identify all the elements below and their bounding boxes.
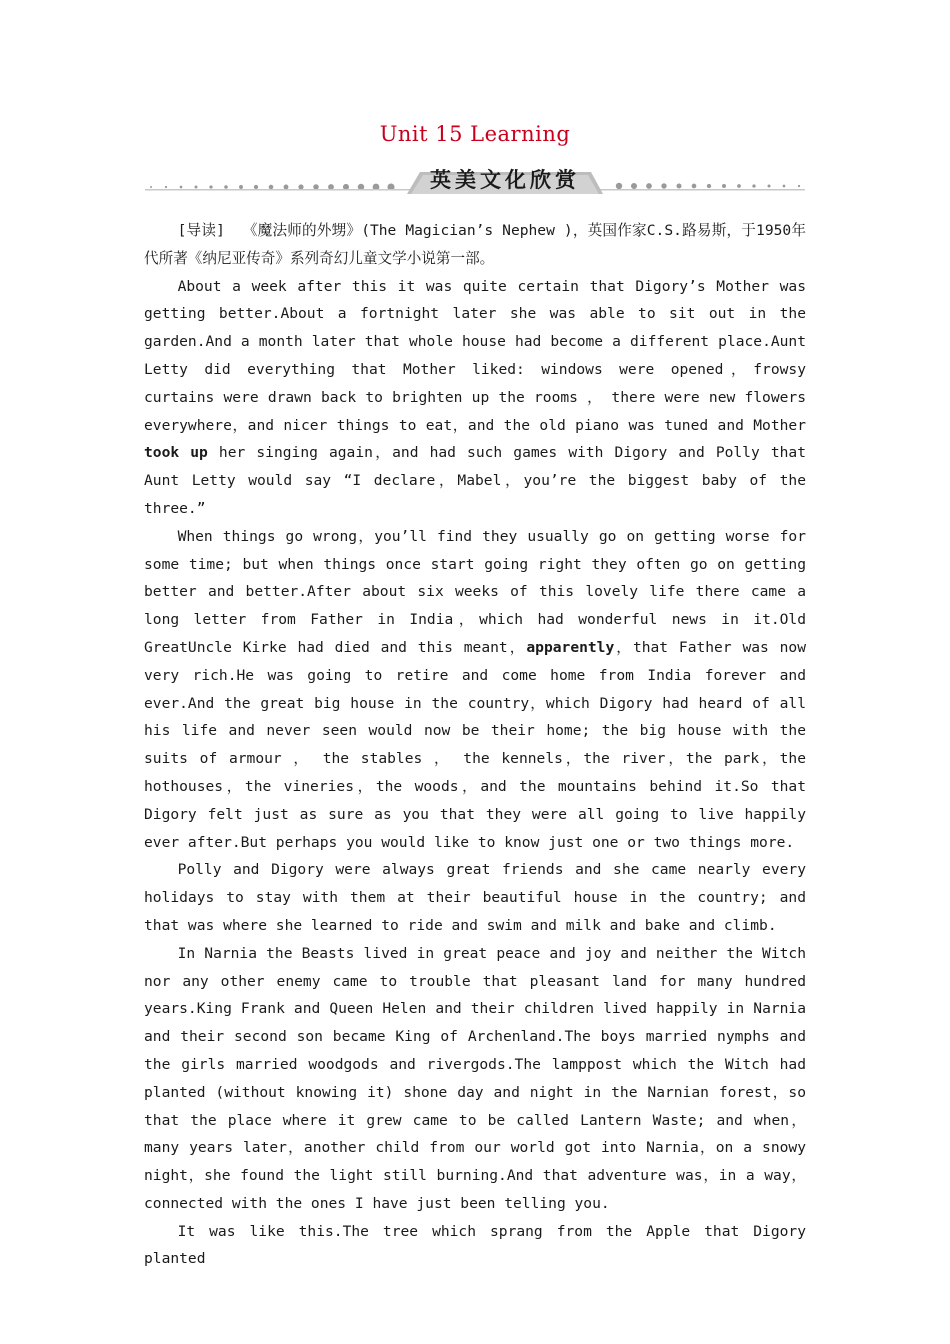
paragraph-text: When things go wrong，you’ll find they usually go on getting worse for some time; but when things once start going right they often go on getting better and better.After about six weeks of this lovely life there came a long letter from Father in India，which had wonderful news in it.Old GreatUncle Kirke had died and this meant， bbox=[144, 527, 806, 656]
banner-dot bbox=[798, 185, 800, 187]
paragraph-text: her singing again，and had such games with Digory and Polly that Aunt Letty would say “I declare，Mabel，you’re the biggest baby of the three.” bbox=[144, 444, 806, 517]
banner-dot bbox=[692, 184, 697, 189]
banner-dot bbox=[254, 185, 258, 189]
banner-dot bbox=[150, 186, 152, 188]
banner-dot bbox=[783, 185, 786, 188]
intro-tag: [导读] bbox=[177, 222, 225, 239]
banner-dot bbox=[752, 184, 755, 187]
banner-dot bbox=[165, 186, 167, 188]
banner-label: 英美文化欣赏 bbox=[430, 168, 580, 192]
story-paragraph-4: In Narnia the Beasts lived in great peace and joy and neither the Witch nor any other enemy came to trouble that pleasant land for many hundred years.King Frank and Queen Helen and their children lived happily in Narnia and their second son became King of Archenland.The boys married nymphs and the girls married woodgods and rivergods.The lamppost which the Witch had planted (without knowing it) shone day and night in the Narnian forest，so that the place where it grew came to be called Lantern Waste; and when，many years later，another child from our world got into Narnia，on a snowy night，she found the light still burning.And that adventure was，in a way，connected with the ones I have just been telling you. bbox=[144, 944, 806, 1212]
banner-dot bbox=[768, 185, 771, 188]
banner-dot bbox=[661, 183, 666, 188]
banner-dot bbox=[676, 183, 681, 188]
banner-dot bbox=[180, 186, 183, 189]
vocab-apparently: apparently bbox=[526, 638, 615, 656]
vocab-took-up: took up bbox=[144, 444, 208, 462]
banner-dot bbox=[646, 183, 652, 189]
banner-dot bbox=[616, 183, 622, 189]
article-body bbox=[144, 217, 806, 1273]
intro-text: 《魔法师的外甥》(The Magician’s Nephew )，英国作家C.S.路易斯，于1950年代所著《纳尼亚传奇》系列奇幻儿童文学小说第一部。 bbox=[144, 222, 806, 267]
banner-dot bbox=[722, 184, 726, 188]
banner-dot bbox=[313, 184, 319, 190]
banner-dot bbox=[737, 184, 741, 188]
story-paragraph-1 bbox=[144, 273, 806, 523]
section-banner bbox=[145, 166, 805, 196]
banner-dot bbox=[631, 183, 637, 189]
banner-dot bbox=[284, 185, 289, 190]
banner-dot bbox=[707, 184, 711, 188]
intro-paragraph bbox=[144, 217, 806, 273]
unit-title: Unit 15 Learning bbox=[379, 122, 571, 146]
banner-dot bbox=[209, 185, 212, 188]
paragraph-text: ，that Father was now very rich.He was going to retire and come home from India forever and ever.And the great big house in the country，which Digory had heard of all his life and never seen would now be their home; the big house with the suits of armour ， the stables ， the kennels，the river，the park，the hothouses，the vineries，the woods，and the mountains behind it.So that Digory felt just as sure as you that they were all going to live happily ever after.But perhaps you would like to know just one or two things more. bbox=[144, 638, 807, 851]
banner-dot bbox=[224, 185, 228, 189]
banner-dot bbox=[298, 184, 303, 189]
story-paragraph-5: It was like this.The tree which sprang from the Apple that Digory planted bbox=[144, 1222, 806, 1268]
banner-dot bbox=[239, 185, 243, 189]
banner-dot bbox=[195, 186, 198, 189]
story-paragraph-2 bbox=[144, 523, 806, 857]
banner-dot bbox=[269, 185, 274, 190]
story-paragraph-3: Polly and Digory were always great friends and she came nearly every holidays to stay with them at their beautiful house in the country; and that was where she learned to ride and swim and milk and bake and climb. bbox=[144, 861, 806, 934]
paragraph-text: About a week after this it was quite certain that Digory’s Mother was getting better.About a fortnight later she was able to sit out in the garden.And a month later that whole house had become a different place.Aunt Letty did everything that Mother liked: windows were opened，frowsy curtains were drawn back to brighten up the rooms ， there were new flowers everywhere，and nicer things to eat，and the old piano was tuned and Mother bbox=[144, 277, 806, 434]
